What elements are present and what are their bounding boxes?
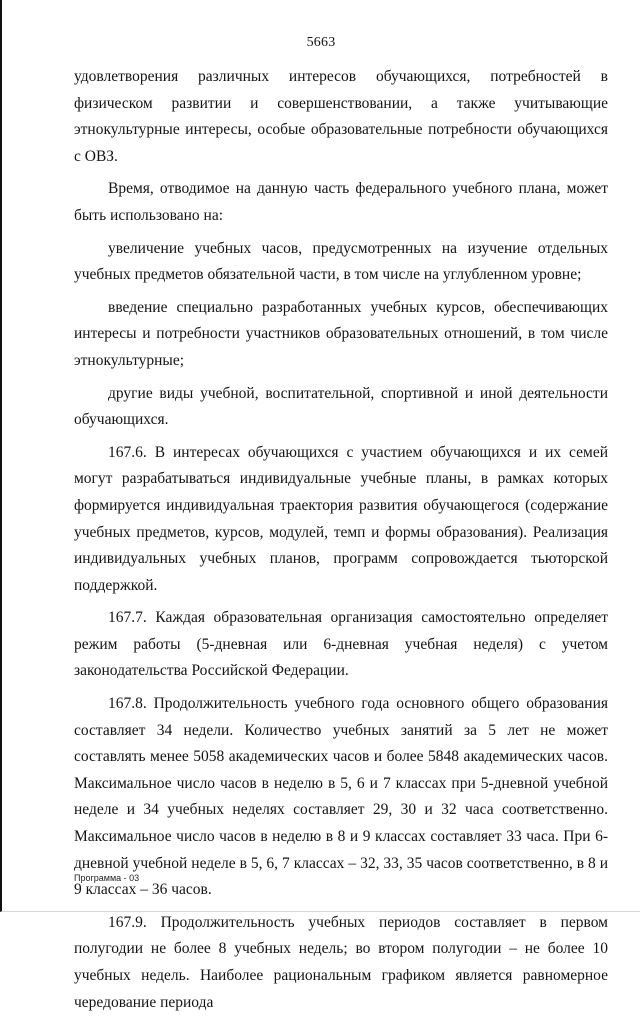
paragraph-list-item-activities: другие виды учебной, воспитательной, спортивной и иной деятельности обучающихся.	[74, 384, 608, 429]
document-body	[74, 64, 608, 1022]
paragraph-167-8: 167.8. Продолжительность учебного года основного общего образования составляет 34 недели. Количество учебных занятий за 5 лет не может составлять менее 5058 академических часов и более 5848 академических часов. Максимальное число часов в неделю в 5, 6 и 7 классах при 5-дневной учебной неделе и 34 учебных неделях составляет 29, 30 и 32 часа соответственно. Максимальное число часов в неделю в 8 и 9 классах составляет 33 часа. При 6-дневной учебной неделе в 5, 6, 7 классах – 32, 33, 35 часов соответственно, в 8 и 9 классах – 36 часов.	[74, 695, 608, 899]
paragraph-list-item-courses: введение специально разработанных учебных курсов, обеспечивающих интересы и потребности участников образовательных отношений, в том числе этнокультурные;	[74, 298, 608, 369]
paragraph-time-allocation: Время, отводимое на данную часть федерального учебного плана, может быть использовано на:	[74, 180, 608, 224]
paragraph-167-7: 167.7. Каждая образовательная организация самостоятельно определяет режим работы (5-дневная или 6-дневная учебная неделя) с учетом законодательства Российской Федерации.	[74, 609, 608, 680]
paragraph-167-6: 167.6. В интересах обучающихся с участием обучающихся и их семей могут разрабатываться индивидуальные учебные планы, в рамках которых формируется индивидуальная траектория развития обучающегося (содержание учебных предметов, курсов, модулей, темп и формы образования). Реализация индивидуальных учебных планов, программ сопровождается тьюторской поддержкой.	[74, 443, 608, 594]
paragraph-167-9: 167.9. Продолжительность учебных периодов составляет в первом полугодии не более 8 учебных недель; во втором полугодии – не более 10 учебных недель. Наиболее рациональным графиком является равномерное чередование периода	[74, 913, 608, 1011]
paragraph-intro-continuation: удовлетворения различных интересов обучающихся, потребностей в физическом развитии и совершенствовании, а также учитывающие этнокультурные интересы, особые образовательные потребности обучающихся с ОВЗ.	[74, 68, 608, 165]
page-number: 5663	[306, 35, 336, 50]
paragraph-list-item-hours: увеличение учебных часов, предусмотренных на изучение отдельных учебных предметов обязательной части, в том числе на углубленном уровне;	[74, 239, 608, 284]
footer-program-label: Программа - 03	[74, 873, 140, 883]
